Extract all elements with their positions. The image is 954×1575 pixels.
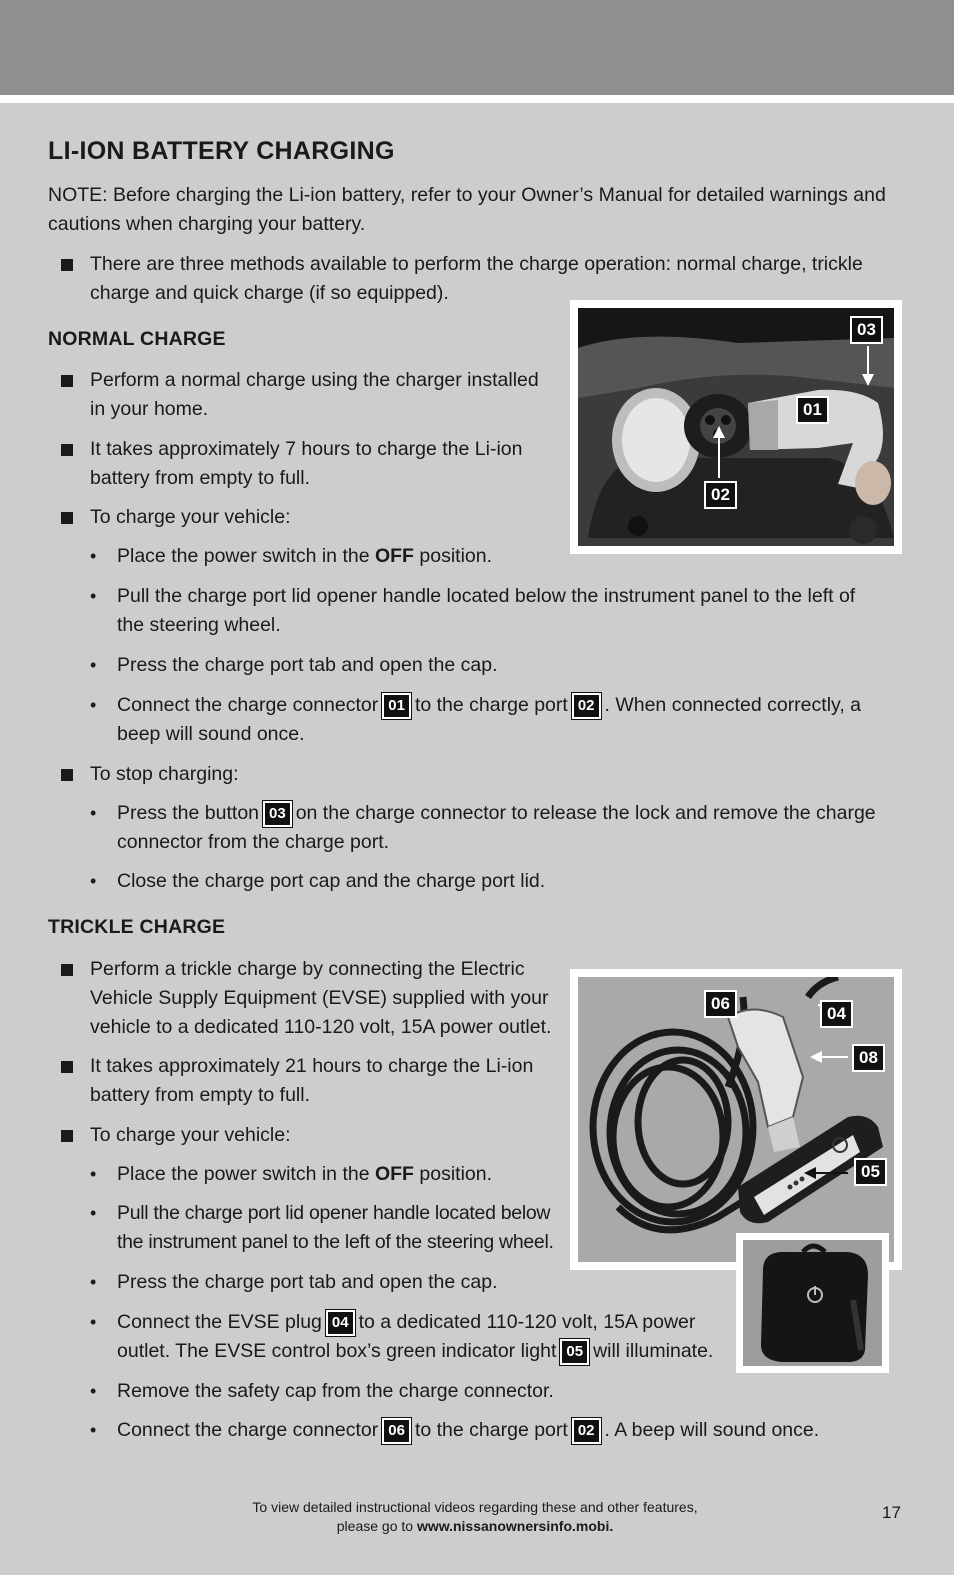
dot-bullet-icon: • <box>90 655 97 675</box>
dot-bullet-icon: • <box>90 1164 97 1184</box>
callout-01: 01 <box>796 396 829 424</box>
normal-step-2-line-1: Pull the charge port lid opener handle located below the instrument panel to the left of <box>117 585 856 607</box>
trickle-charge-heading: TRICKLE CHARGE <box>48 916 226 938</box>
callout-04: 04 <box>820 1000 853 1028</box>
callout-badge: 04 <box>326 1310 355 1336</box>
dot-bullet-icon: • <box>90 586 97 606</box>
intro-bullet-line-2: charge and quick charge (if so equipped). <box>90 282 449 304</box>
callout-badge: 03 <box>263 801 292 827</box>
header-bar <box>0 0 954 95</box>
callout-02: 02 <box>704 481 737 509</box>
callout-badge: 06 <box>382 1418 411 1444</box>
normal-step-3: Press the charge port tab and open the cap. <box>117 654 498 676</box>
square-bullet-icon <box>61 1061 73 1073</box>
dot-bullet-icon: • <box>90 803 97 823</box>
trickle-bullet-1-line-2: Vehicle Supply Equipment (EVSE) supplied with your <box>90 987 549 1009</box>
normal-step-2-line-2: the steering wheel. <box>117 614 281 636</box>
intro-bullet-line-1: There are three methods available to perform the charge operation: normal charge, trickle <box>90 253 863 275</box>
dot-bullet-icon: • <box>90 871 97 891</box>
normal-bullet-3: To charge your vehicle: <box>90 506 291 528</box>
trickle-step-4-line-1: Connect the EVSE plug 04 to a dedicated 110-120 volt, 15A power <box>117 1308 695 1337</box>
page-title: LI-ION BATTERY CHARGING <box>48 137 395 165</box>
note-line-2: cautions when charging your battery. <box>48 213 366 235</box>
callout-badge: 02 <box>572 693 601 719</box>
trickle-bullet-1-line-1: Perform a trickle charge by connecting the Electric <box>90 958 525 980</box>
stop-step-1-line-2: connector from the charge port. <box>117 831 390 853</box>
trickle-step-3: Press the charge port tab and open the cap. <box>117 1271 498 1293</box>
trickle-step-4-line-2: outlet. The EVSE control box’s green indicator light 05 will illuminate. <box>117 1337 713 1366</box>
dot-bullet-icon: • <box>90 1203 97 1223</box>
trickle-step-1: Place the power switch in the OFF position. <box>117 1163 493 1185</box>
charge-port-photo <box>578 308 894 546</box>
normal-charge-heading: NORMAL CHARGE <box>48 328 226 350</box>
normal-step-1: Place the power switch in the OFF position. <box>117 545 493 567</box>
square-bullet-icon <box>61 444 73 456</box>
footer-line-1: To view detailed instructional videos regarding these and other features, <box>252 1499 698 1515</box>
square-bullet-icon <box>61 769 73 781</box>
trickle-step-2-line-1: Pull the charge port lid opener handle located below <box>117 1202 551 1224</box>
page-number: 17 <box>882 1503 901 1522</box>
trickle-step-2-line-2: the instrument panel to the left of the steering wheel. <box>117 1231 554 1253</box>
normal-step-4-line-2: beep will sound once. <box>117 723 305 745</box>
note-line-1: NOTE: Before charging the Li-ion battery, refer to your Owner’s Manual for detailed warnings and <box>48 184 886 206</box>
dot-bullet-icon: • <box>90 546 97 566</box>
dot-bullet-icon: • <box>90 1420 97 1440</box>
dot-bullet-icon: • <box>90 695 97 715</box>
footer-website-link[interactable]: www.nissanownersinfo.mobi. <box>416 1518 614 1534</box>
square-bullet-icon <box>61 964 73 976</box>
dot-bullet-icon: • <box>90 1312 97 1332</box>
trickle-bullet-3: To charge your vehicle: <box>90 1124 291 1146</box>
square-bullet-icon <box>61 512 73 524</box>
trickle-bullet-2-line-1: It takes approximately 21 hours to charge the Li-ion <box>90 1055 534 1077</box>
stop-step-1-line-1: Press the button 03 on the charge connector to release the lock and remove the charge <box>117 799 876 828</box>
callout-badge: 02 <box>572 1418 601 1444</box>
callout-05: 05 <box>854 1158 887 1186</box>
trickle-step-5: Remove the safety cap from the charge connector. <box>117 1380 554 1402</box>
stop-step-2: Close the charge port cap and the charge port lid. <box>117 870 546 892</box>
callout-badge: 01 <box>382 693 411 719</box>
pouch-photo <box>743 1240 882 1366</box>
dot-bullet-icon: • <box>90 1381 97 1401</box>
callout-badge: 05 <box>560 1339 589 1365</box>
callout-03: 03 <box>850 316 883 344</box>
normal-bullet-4: To stop charging: <box>90 763 239 785</box>
trickle-bullet-2-line-2: battery from empty to full. <box>90 1084 310 1106</box>
normal-bullet-2-line-2: battery from empty to full. <box>90 467 310 489</box>
trickle-bullet-1-line-3: vehicle to a dedicated 110-120 volt, 15A power outlet. <box>90 1016 552 1038</box>
callout-08: 08 <box>852 1044 885 1072</box>
square-bullet-icon <box>61 259 73 271</box>
footer-line-2: please go to www.nissanownersinfo.mobi. <box>336 1518 614 1534</box>
square-bullet-icon <box>61 1130 73 1142</box>
dot-bullet-icon: • <box>90 1272 97 1292</box>
normal-bullet-1-line-2: in your home. <box>90 398 209 420</box>
footer-note <box>180 1498 770 1536</box>
header-divider <box>0 95 954 103</box>
callout-06: 06 <box>704 990 737 1018</box>
trickle-step-6: Connect the charge connector 06 to the charge port 02 . A beep will sound once. <box>117 1416 819 1445</box>
normal-bullet-1-line-1: Perform a normal charge using the charger installed <box>90 369 539 391</box>
normal-bullet-2-line-1: It takes approximately 7 hours to charge the Li-ion <box>90 438 523 460</box>
square-bullet-icon <box>61 375 73 387</box>
normal-step-4-line-1: Connect the charge connector 01 to the charge port 02 . When connected correctly, a <box>117 691 861 720</box>
